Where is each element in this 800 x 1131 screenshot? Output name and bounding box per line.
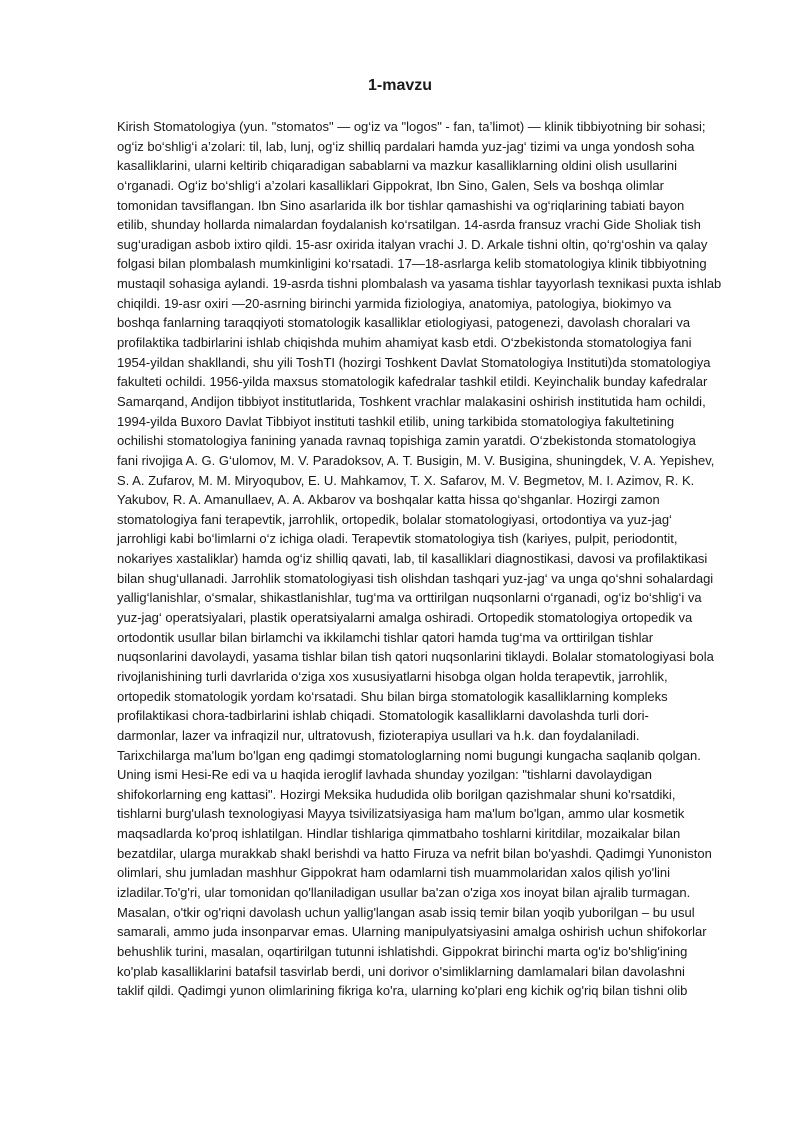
text-line: fakulteti ochildi. 1956-yilda maxsus stomatologik kafedralar tashkil etildi. Keyinchalik bunday kafedralar <box>117 374 708 390</box>
text-line: jarrohligi kabi bo‘limlarni o‘z ichiga oladi. Terapevtik stomatologiya tish (kariyes, pulpit, periodontit, <box>117 531 678 547</box>
text-line: olimlari, shu jumladan mashhur Gippokrat ham odamlarni tish muammolaridan xalos qilish yo'lini <box>117 865 671 881</box>
text-line: Tarixchilarga ma'lum bo'lgan eng qadimgi stomatologlarning nomi bugungi kungacha saqlanib qolgan. <box>117 747 701 763</box>
text-line: kasalliklarini, ularni keltirib chiqaradigan sabablarni va mazkur kasalliklarning oldini olish usullarini <box>117 158 677 174</box>
text-line: Yakubov, R. A. Amanullaev, A. A. Akbarov va boshqalar katta hissa qo‘shganlar. Hozirgi zamon <box>117 492 660 508</box>
text-line: tishlarni burg'ulash texnologiyasi Mayya tsivilizatsiyasiga ham ma'lum bo'lgan, ammo ular kosmetik <box>117 806 685 822</box>
text-line: darmonlar, lazer va infraqizil nur, ultratovush, fizioterapiya usullari va h.k. dan foydalaniladi. <box>117 727 640 743</box>
text-line: sug‘uradigan asbob ixtiro qildi. 15-asr oxirida italyan vrachi J. D. Arkale tishni oltin, qo‘rg‘oshin va qalay <box>117 236 708 252</box>
text-line: shifokorlarning eng kattasi". Hozirgi Meksika hududida olib borilgan qazishmalar shuni ko'rsatdiki, <box>117 786 676 802</box>
text-line: tomonidan tavsiflangan. Ibn Sino asarlarida ilk bor tishlar qamashishi va og‘riqlarining tabiati bayon <box>117 197 685 213</box>
text-line: mustaqil sohasiga aylandi. 19-asrda tishni plombalash va yasama tishlar tayyorlash texnikasi puxta ishlab <box>117 276 722 292</box>
text-line: ko'plab kasalliklarini batafsil tasvirlab berdi, uni dorivor o'simliklarning damlamalari bilan davolashni <box>117 963 685 979</box>
text-line: bilan shug‘ullanadi. Jarrohlik stomatologiyasi tish olishdan tashqari yuz-jag‘ va unga qo‘shni sohalardagi <box>117 570 714 586</box>
text-line: rivojlanishining turli davrlarida o‘ziga xos xususiyatlarni hisobga olgan holda terapevtik, jarrohlik, <box>117 668 668 684</box>
text-line: nokariyes xastaliklar) hamda og‘iz shilliq qavati, lab, til kasalliklari diagnostikasi, davosi va profilaktikasi <box>117 551 708 567</box>
text-line: 1994-yilda Buxoro Davlat Tibbiyot instituti tashkil etilib, uning tarkibida stomatologiya fakultetining <box>117 413 675 429</box>
text-line: ortodontik usullar bilan birlamchi va ikkilamchi tishlar qatori hamda tug‘ma va orttirilgan tishlar <box>117 629 654 645</box>
text-line: ochilishi stomatologiya fanining yanada ravnaq topishiga zamin yaratdi. O‘zbekistonda stomatologiya <box>117 433 696 449</box>
text-line: izladilar.To'g'ri, ular tomonidan qo'llaniladigan usullar ba'zan o'ziga xos inoyat bilan ajralib turmagan. <box>117 884 691 900</box>
text-line: chiqildi. 19-asr oxiri —20-asrning birinchi yarmida fiziologiya, anatomiya, patologiya, biokimyo va <box>117 295 672 311</box>
text-line: Masalan, o'tkir og'riqni davolash uchun yallig'langan asab issiq temir bilan yoqib yuborilgan – bu usul <box>117 904 695 920</box>
page-title: 1-mavzu <box>367 77 433 94</box>
text-line: nuqsonlarini davolaydi, yasama tishlar bilan tish qatori nuqsonlarini tiklaydi. Bolalar stomatologiyasi bola <box>117 649 714 665</box>
text-line: S. A. Zufarov, M. M. Miryoqubov, E. U. Mahkamov, T. X. Safarov, M. V. Begmetov, M. I. Azimov, R. K. <box>117 472 695 488</box>
text-line: samarali, ammo juda insonparvar emas. Ularning manipulyatsiyasini amalga oshirish uchun shifokorlar <box>117 924 707 940</box>
text-line: profilaktika tadbirlarini ishlab chiqishda muhim ahamiyat kasb etdi. O‘zbekistonda stomatologiya fani <box>117 335 692 351</box>
text-line: etilib, shunday hollarda nimalardan foydalanish ko‘rsatilgan. 14-asrda fransuz vrachi Gide Sholiak tish <box>117 217 701 233</box>
text-line: ortopedik stomatologik yordam ko‘rsatadi. Shu bilan birga stomatologik kasalliklarning kompleks <box>117 688 668 704</box>
text-line: behushlik turini, masalan, oqartirilgan tutunni ishlatishdi. Gippokrat birinchi marta og'iz bo'shlig'ining <box>117 943 688 959</box>
text-line: taklif qildi. Qadimgi yunon olimlarining fikriga ko'ra, ularning ko'plari eng kichik og'riq bilan tishni olib <box>117 983 688 999</box>
text-line: 1954-yildan shakllandi, shu yili ToshTI (hozirgi Toshkent Davlat Stomatologiya Instituti)da stomatologiya <box>117 354 711 370</box>
text-line: Kirish Stomatologiya (yun. "stomatos" — og‘iz va "logos" - fan, ta’limot) — klinik tibbiyotning bir sohasi; <box>117 119 706 134</box>
text-line: folgasi bilan plombalash mumkinligini ko‘rsatadi. 17—18-asrlarga kelib stomatologiya klinik tibbiyotning <box>117 256 707 272</box>
text-line: Uning ismi Hesi-Re edi va u haqida ieroglif lavhada shunday yozilgan: "tishlarni davolaydigan <box>117 767 653 783</box>
text-line: stomatologiya fani terapevtik, jarrohlik, ortopedik, bolalar stomatologiyasi, ortodontiya va yuz-jag‘ <box>117 511 672 527</box>
text-line: o‘rganadi. Og‘iz bo‘shlig‘i a’zolari kasalliklari Gippokrat, Ibn Sino, Galen, Sels va boshqa olimlar <box>117 177 664 193</box>
text-line: og‘iz bo‘shlig‘i a’zolari: til, lab, lunj, og‘iz shilliq pardalari hamda yuz-jag‘ tizimi va unga yondosh soha <box>117 138 695 154</box>
body-text <box>117 117 721 1001</box>
text-line: yallig‘lanishlar, o‘smalar, shikastlanishlar, tug‘ma va orttirilgan nuqsonlarni o‘rganadi, og‘iz bo‘shlig‘i va <box>117 590 702 606</box>
text-line: fani rivojiga A. G. G‘ulomov, M. V. Paradoksov, A. T. Busigin, M. V. Busigina, shuningdek, V. A. Yepishev, <box>117 452 715 468</box>
text-line: maqsadlarda ko'proq ishlatilgan. Hindlar tishlariga qimmatbaho toshlarni kiritdilar, mozaikalar bilan <box>117 826 681 842</box>
text-line: yuz-jag‘ operatsiyalari, plastik operatsiyalarni amalga oshiradi. Ortopedik stomatologiya ortopedik va <box>117 610 693 626</box>
text-line: profilaktikasi chora-tadbirlarini ishlab chiqadi. Stomatologik kasalliklarni davolashda turli dori- <box>117 708 649 724</box>
text-line: Samarqand, Andijon tibbiyot institutlarida, Toshkent vrachlar malakasini oshirish institutida ham ochildi, <box>117 393 706 409</box>
text-line: boshqa fanlarning taraqqiyoti stomatologik kasalliklar etiologiyasi, patogenezi, davolash choralari va <box>117 315 691 331</box>
text-line: bezatdilar, ularga murakkab shakl berishdi va hatto Firuza va nefrit bilan bo'yashdi. Qadimgi Yunoniston <box>117 845 712 861</box>
